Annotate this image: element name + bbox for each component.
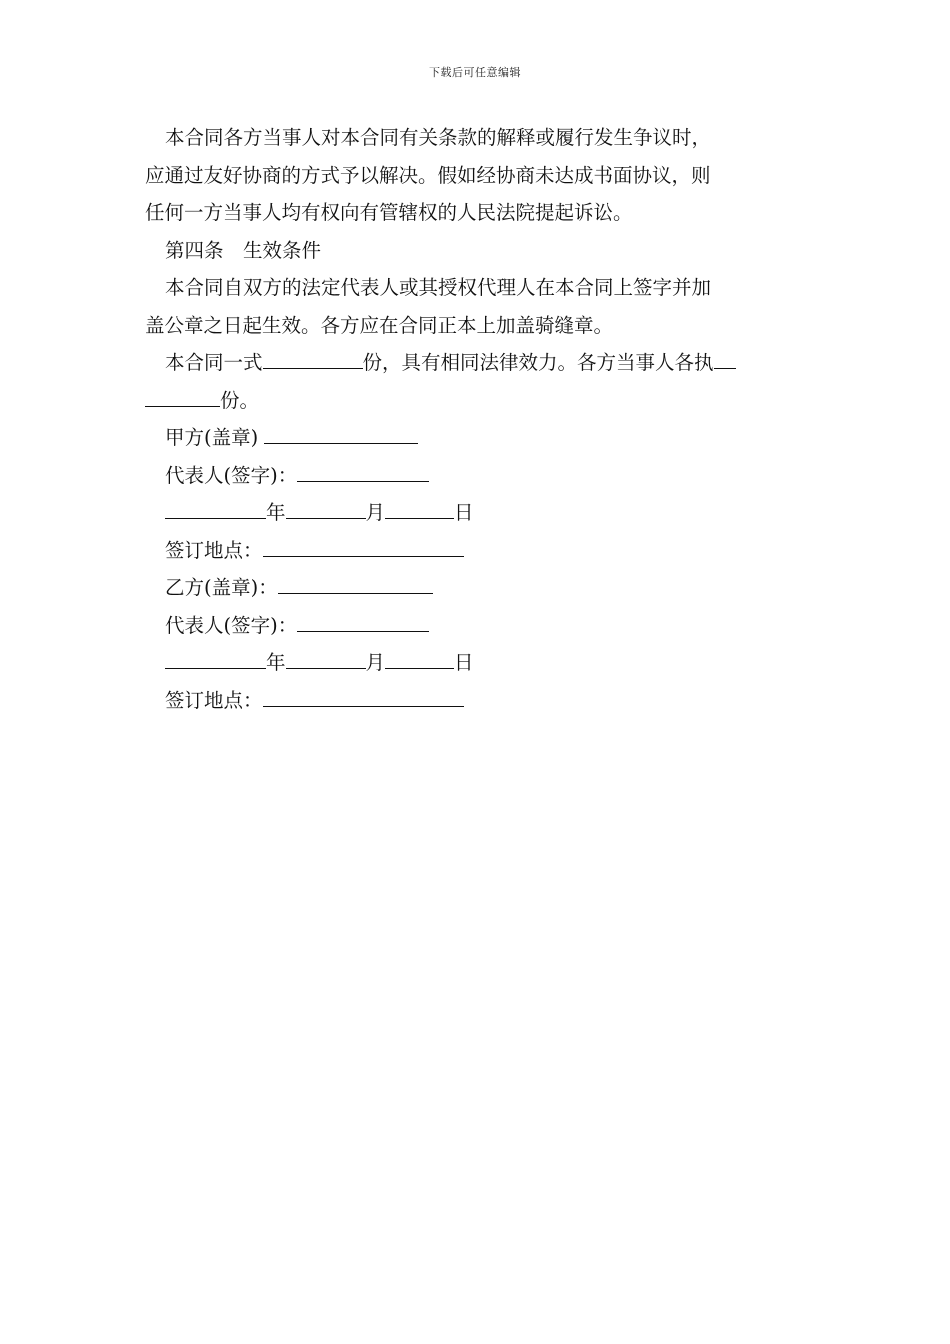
copies-prefix: 本合同一式 — [165, 351, 263, 374]
article3-line3: 任何一方当事人均有权向有管辖权的人民法院提起诉讼。 — [145, 201, 633, 224]
copies-suffix: 份。 — [220, 388, 260, 412]
article4-copies-line2 — [145, 382, 807, 420]
article3-line1: 本合同各方当事人对本合同有关条款的解释或履行发生争议时， — [165, 126, 712, 149]
party-a-day-label: 日 — [454, 501, 474, 524]
party-a-day-blank[interactable] — [385, 498, 454, 519]
party-a-year-blank[interactable] — [165, 498, 266, 519]
party-a-seal-label: 甲方(盖章) — [165, 426, 259, 449]
page-header: 下载后可任意编辑 — [429, 66, 521, 79]
article4-copies-line — [145, 344, 807, 382]
article3-line2: 应通过友好协商的方式予以解决。假如经协商未达成书面协议，则 — [145, 163, 711, 187]
party-b-place-label: 签订地点： — [165, 688, 263, 712]
party-b-year-blank[interactable] — [165, 648, 266, 669]
copies-each-blank-b[interactable] — [145, 386, 220, 407]
party-a-rep-line — [145, 457, 807, 495]
party-b-day-blank[interactable] — [385, 648, 454, 669]
party-a-seal-blank[interactable] — [264, 423, 418, 444]
document-body — [145, 119, 807, 719]
party-b-place-line — [145, 682, 807, 720]
party-b-date-line — [145, 644, 807, 682]
party-b-month-blank[interactable] — [286, 648, 366, 669]
party-a-date-line — [145, 494, 807, 532]
party-b-day-label: 日 — [454, 651, 474, 674]
party-a-year-label: 年 — [266, 501, 286, 524]
party-b-seal-label: 乙方(盖章)： — [165, 576, 278, 599]
party-a-seal-line — [145, 419, 807, 457]
copies-total-blank[interactable] — [263, 348, 363, 369]
party-a-month-blank[interactable] — [286, 498, 366, 519]
party-b-rep-line — [145, 607, 807, 645]
party-a-rep-blank[interactable] — [297, 461, 429, 482]
copies-mid: 份，具有相同法律效力。各方当事人各执 — [362, 351, 714, 374]
party-a-place-blank[interactable] — [263, 536, 464, 557]
article4-p1-line1: 本合同自双方的法定代表人或其授权代理人在本合同上签字并加 — [165, 276, 712, 299]
article4-heading: 第四条 生效条件 — [165, 238, 322, 262]
party-b-rep-label: 代表人(签字)： — [165, 613, 298, 637]
party-b-seal-blank[interactable] — [278, 573, 433, 594]
party-a-place-line — [145, 532, 807, 570]
party-b-month-label: 月 — [365, 651, 386, 674]
party-b-year-label: 年 — [266, 651, 286, 674]
party-b-seal-line — [145, 569, 807, 607]
party-a-place-label: 签订地点： — [165, 538, 263, 562]
article4-p1-line2: 盖公章之日起生效。各方应在合同正本上加盖骑缝章。 — [145, 313, 614, 337]
copies-each-blank-a[interactable] — [714, 348, 736, 369]
party-a-month-label: 月 — [365, 501, 386, 524]
party-b-rep-blank[interactable] — [297, 611, 429, 632]
party-a-rep-label: 代表人(签字)： — [165, 463, 298, 487]
party-b-place-blank[interactable] — [263, 686, 464, 707]
